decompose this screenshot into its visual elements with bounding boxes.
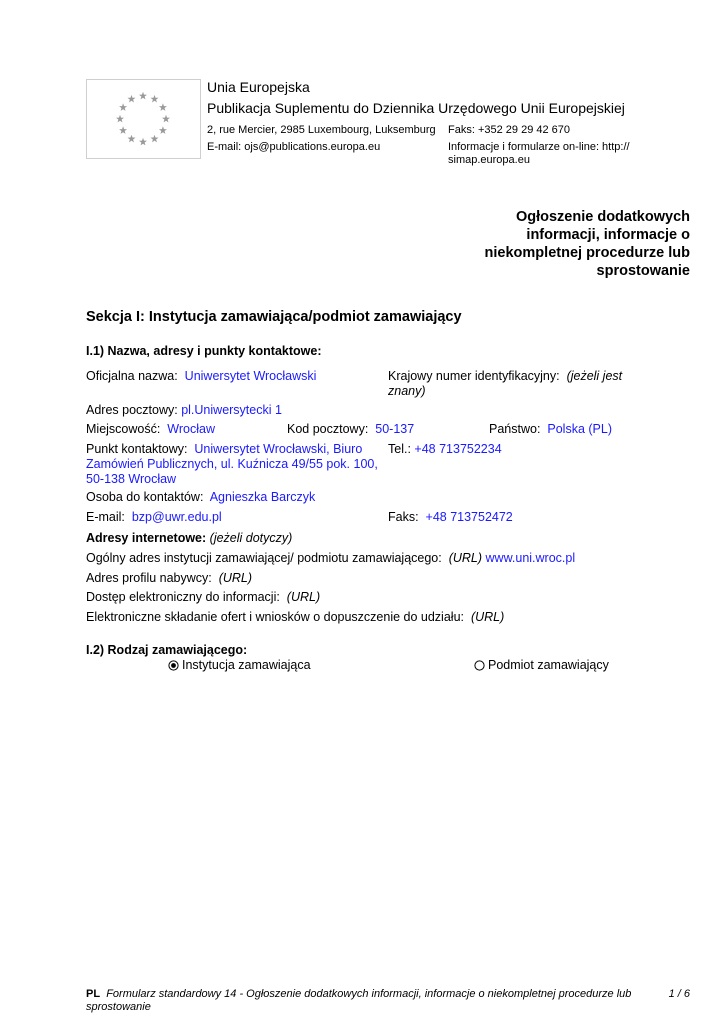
country-row xyxy=(489,422,612,437)
fax-value: +48 713752472 xyxy=(425,510,513,524)
eu-stars-icon xyxy=(87,80,200,158)
postal-row xyxy=(86,403,282,418)
footer-lang: PL xyxy=(86,988,101,1000)
notice-title-line: Ogłoszenie dodatkowych xyxy=(515,209,690,225)
eu-star xyxy=(119,126,127,134)
email-row xyxy=(86,510,222,525)
contact-person-value: Agnieszka Barczyk xyxy=(209,490,316,504)
email-label: E-mail: xyxy=(86,510,125,524)
footer-form xyxy=(86,988,646,1014)
internet-note: (jeżeli dotyczy) xyxy=(209,531,293,545)
national-id-row xyxy=(388,369,622,399)
header-org: Unia Europejska xyxy=(207,79,310,95)
eu-star xyxy=(128,135,136,143)
fax-label: Faks: xyxy=(388,510,419,524)
eu-star xyxy=(159,103,167,111)
general-addr-row xyxy=(86,551,575,566)
buyer-profile-label: Adres profilu nabywcy: xyxy=(86,571,212,585)
contact-point-row xyxy=(86,442,381,487)
postcode-row xyxy=(287,422,414,437)
radio-selected-icon xyxy=(168,660,179,671)
email-value: bzp@uwr.edu.pl xyxy=(131,510,222,524)
header-email: E-mail: ojs@publications.europa.eu xyxy=(207,141,381,153)
contact-point-value-cont: Zamówień Publicznych, ul. Kuźnicza 49/55 pok. 100, xyxy=(86,457,378,471)
eu-star xyxy=(151,135,159,143)
general-addr-value: www.uni.wroc.pl xyxy=(485,551,576,565)
postal-value: pl.Uniwersytecki 1 xyxy=(181,403,282,417)
notice-title-line: sprostowanie xyxy=(596,263,690,279)
header-info-line2: simap.europa.eu xyxy=(448,154,530,166)
i1-heading: I.1) Nazwa, adresy i punkty kontaktowe: xyxy=(86,344,322,358)
eu-star xyxy=(159,126,167,134)
e-access-label: Dostęp elektroniczny do informacji: xyxy=(86,590,280,604)
option-contracting-authority xyxy=(168,658,311,673)
country-value: Polska (PL) xyxy=(547,422,612,436)
internet-label: Adresy internetowe: xyxy=(86,531,207,545)
national-id-note-cont: znany) xyxy=(388,384,426,398)
city-label: Miejscowość: xyxy=(86,422,161,436)
e-submission-row xyxy=(86,610,504,625)
option-contracting-entity-label: Podmiot zamawiający xyxy=(488,658,609,672)
national-id-label: Krajowy numer identyfikacyjny: xyxy=(388,369,560,383)
header-address: 2, rue Mercier, 2985 Luxembourg, Luksemburg xyxy=(207,124,436,136)
official-name-label: Oficjalna nazwa: xyxy=(86,369,178,383)
postcode-value: 50-137 xyxy=(375,422,415,436)
header-info-line1: Informacje i formularze on-line: http:// xyxy=(448,141,630,153)
contact-person-row xyxy=(86,490,315,505)
eu-star xyxy=(139,138,147,146)
notice-title xyxy=(485,208,690,280)
header-publication: Publikacja Suplementu do Dziennika Urzędowego Unii Europejskiej xyxy=(207,100,625,116)
general-addr-label: Ogólny adres instytucji zamawiającej/ podmiotu zamawiającego: xyxy=(86,551,442,565)
postcode-label: Kod pocztowy: xyxy=(287,422,369,436)
e-submission-label: Elektroniczne składanie ofert i wniosków o dopuszczenie do udziału: xyxy=(86,610,464,624)
option-contracting-authority-label: Instytucja zamawiająca xyxy=(182,658,311,672)
tel-value: +48 713752234 xyxy=(414,442,502,456)
footer-form-line2: sprostowanie xyxy=(86,1001,151,1013)
eu-star xyxy=(139,92,147,100)
footer-page-number: 1 / 6 xyxy=(668,988,690,1000)
country-label: Państwo: xyxy=(489,422,541,436)
national-id-note: (jeżeli jest xyxy=(566,369,623,383)
header-fax: Faks: +352 29 29 42 670 xyxy=(448,124,571,136)
buyer-profile-row xyxy=(86,571,252,586)
eu-star xyxy=(128,95,136,103)
notice-title-line: niekompletnej procedurze lub xyxy=(484,245,690,261)
contact-point-value-cont: 50-138 Wrocław xyxy=(86,472,177,486)
buyer-profile-url-tag: (URL) xyxy=(218,571,253,585)
e-access-url-tag: (URL) xyxy=(286,590,321,604)
radio-unselected-icon xyxy=(474,660,485,671)
official-name-value: Uniwersytet Wrocławski xyxy=(184,369,317,383)
tel-row xyxy=(388,442,502,457)
contact-point-value: Uniwersytet Wrocławski, Biuro xyxy=(194,442,363,456)
option-contracting-entity xyxy=(474,658,609,673)
eu-star xyxy=(162,115,170,123)
official-name-row xyxy=(86,369,316,384)
fax-row xyxy=(388,510,513,525)
e-submission-url-tag: (URL) xyxy=(470,610,505,624)
contact-point-label: Punkt kontaktowy: xyxy=(86,442,188,456)
eu-star xyxy=(119,103,127,111)
section-title: Sekcja I: Instytucja zamawiająca/podmiot zamawiający xyxy=(86,309,462,325)
postal-label: Adres pocztowy: xyxy=(86,403,178,417)
eu-flag-logo xyxy=(86,79,201,159)
city-row xyxy=(86,422,215,437)
general-addr-url-tag: (URL) xyxy=(448,551,483,565)
contact-person-label: Osoba do kontaktów: xyxy=(86,490,204,504)
eu-star xyxy=(116,115,124,123)
i2-heading: I.2) Rodzaj zamawiającego: xyxy=(86,643,248,657)
footer-form-line1: Formularz standardowy 14 - Ogłoszenie dodatkowych informacji, informacje o niekompletnej procedurze lub xyxy=(106,988,632,1000)
notice-title-line: informacji, informacje o xyxy=(526,227,690,243)
city-value: Wrocław xyxy=(167,422,215,436)
internet-row xyxy=(86,531,292,546)
tel-label: Tel.: xyxy=(388,442,411,456)
eu-star xyxy=(151,95,159,103)
e-access-row xyxy=(86,590,320,605)
